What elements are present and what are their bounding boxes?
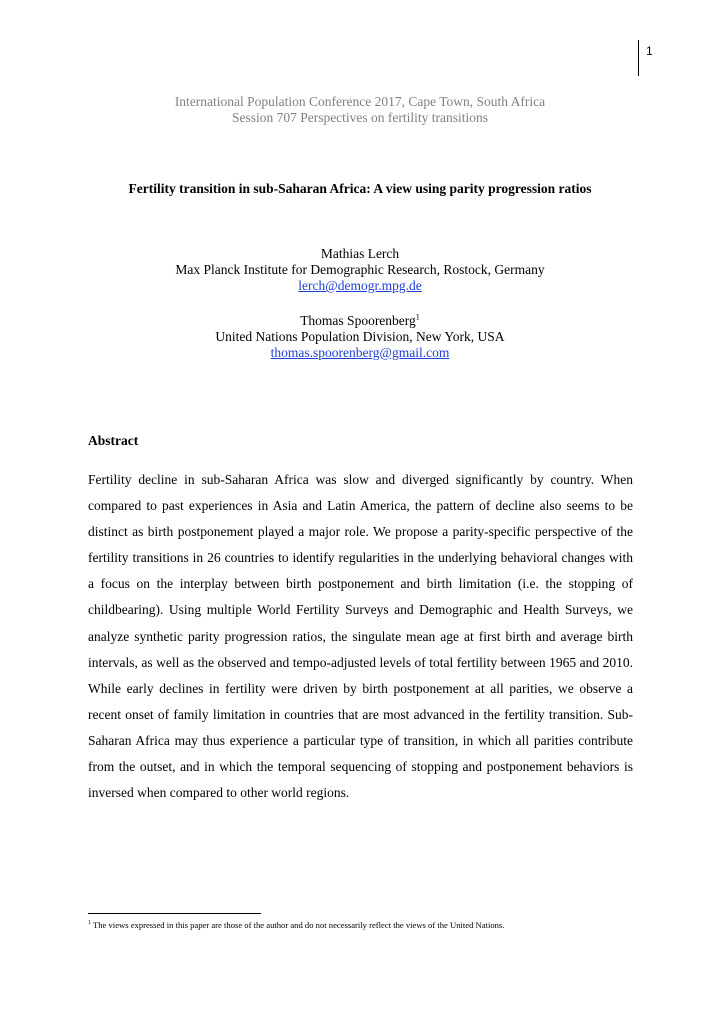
abstract-body: Fertility decline in sub-Saharan Africa was slow and diverged significantly by country. When compared to past experiences in Asia and Latin America, the pattern of decline also seems to be distinct as birth postponement played a major role. We propose a parity-specific perspective of the fertility transitions in 26 countries to identify regularities in the underlying behavioral changes with a focus on the interplay between birth postponement and birth limitation (i.e. the stopping of childbearing). Using multiple World Fertility Surveys and Demographic and Health Surveys, we analyze synthetic parity progression ratios, the singulate mean age at first birth and average birth intervals, as well as the observed and tempo-adjusted levels of total fertility between 1965 and 2010. While early declines in fertility were driven by birth postponement at all parities, we observe a recent onset of family limitation in countries that are most advanced in the fertility transition. Sub-Saharan Africa may thus experience a particular type of transition, in which all parities contribute from the outset, and in which the temporal sequencing of stopping and postponement behaviors is inversed when compared to other world regions.	[88, 472, 633, 801]
author-name	[0, 246, 720, 262]
session-line: Session 707 Perspectives on fertility transitions	[231, 110, 489, 125]
abstract-heading: Abstract	[88, 433, 139, 448]
footnote-rule	[88, 913, 261, 914]
author-name	[0, 313, 720, 329]
author-affiliation: United Nations Population Division, New York, USA	[215, 329, 505, 344]
footnote-text: The views expressed in this paper are those of the author and do not necessarily reflect the views of the United Nations.	[93, 920, 505, 930]
author-email-line	[0, 278, 720, 294]
page-number-rule	[638, 40, 639, 76]
conference-line: International Population Conference 2017, Cape Town, South Africa	[174, 94, 546, 109]
paper-title: Fertility transition in sub-Saharan Africa: A view using parity progression ratios	[128, 181, 592, 196]
author-email-link[interactable]: lerch@demogr.mpg.de	[298, 278, 422, 293]
author-email-line	[0, 345, 720, 361]
footnote	[88, 919, 504, 931]
footnote-marker: 1	[88, 920, 91, 927]
footnote-reference[interactable]: 1	[415, 312, 420, 322]
author-name-text: Thomas Spoorenberg	[300, 313, 416, 328]
page-number: 1	[646, 44, 653, 58]
author-affiliation: Max Planck Institute for Demographic Research, Rostock, Germany	[175, 262, 545, 277]
author-email-link[interactable]: thomas.spoorenberg@gmail.com	[270, 345, 450, 360]
author-name-text: Mathias Lerch	[320, 246, 400, 261]
